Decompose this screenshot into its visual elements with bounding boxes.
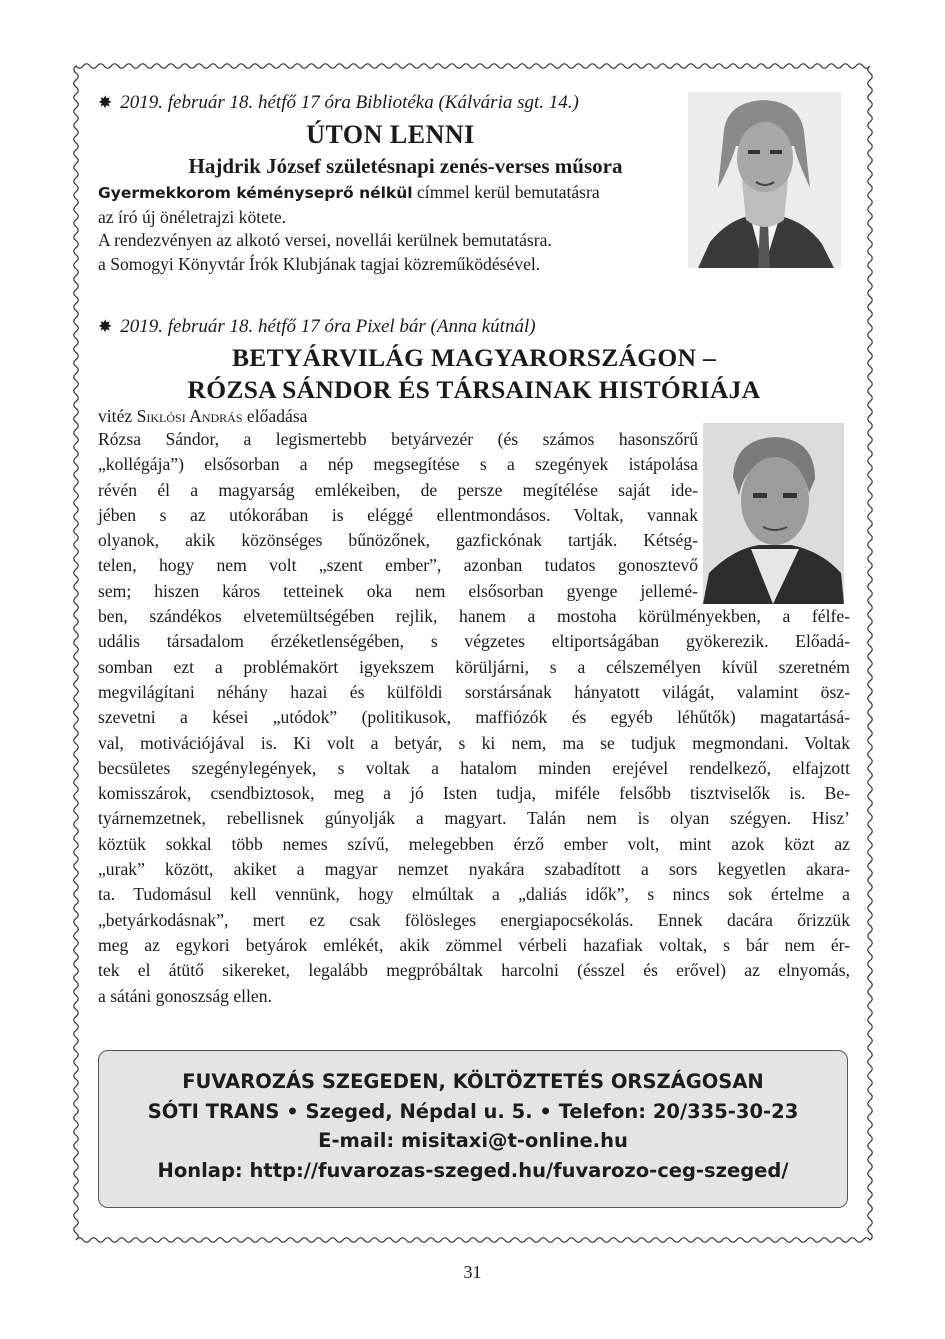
description-line: telen, hogy nem volt „szent ember”, azonban tudatos gonosztevő <box>98 555 698 576</box>
description-line: becsületes szegénylegények, s voltak a hatalom minden erejével rendelkező, elfajzott <box>98 757 850 778</box>
event-1-line-1 <box>98 181 683 206</box>
description-line: meg az egykori betyárok emlékét, akik zömmel vérbeli hazafiak voltak, s bár nem ér- <box>98 934 850 955</box>
event-2-title <box>98 342 850 406</box>
description-line: „urak” között, akiket a magyar nemzet nyakára szabadított a sors kegyetlen akara- <box>98 859 850 880</box>
ad-headline: FUVAROZÁS SZEGEDEN, KÖLTÖZTETÉS ORSZÁGOSAN <box>182 1070 764 1093</box>
page-number: 31 <box>463 1262 482 1282</box>
event-1-title: ÚTON LENNI <box>306 120 475 149</box>
event-1-line-3: A rendezvényen az alkotó versei, novellái kerülnek bemutatásra. <box>98 230 552 250</box>
description-line: ta. Tudomásul kell vennünk, hogy elmúltak a „daliás idők”, s nincs sok értelme a <box>98 884 850 905</box>
event-1-subtitle: Hajdrik József születésnapi zenés-verses műsora <box>188 154 623 178</box>
advertisement-box <box>98 1050 848 1208</box>
star-bullet-icon: ✸ <box>98 93 113 112</box>
event-1-line-1-rest: címmel kerül bemutatásra <box>412 182 600 202</box>
event-1-date-text: 2019. február 18. hétfő 17 óra Bibliotéka (Kálvária sgt. 14.) <box>120 92 579 113</box>
star-bullet-icon: ✸ <box>98 317 113 336</box>
description-line: megvilágítani néhány hazai és külföldi sorstársának hányatott világát, valamint ösz- <box>98 681 850 702</box>
portrait-photo-hajdrik <box>688 92 841 268</box>
portrait-photo-siklosi <box>703 423 844 604</box>
ad-website: Honlap: http://fuvarozas-szeged.hu/fuvarozo-ceg-szeged/ <box>157 1158 789 1182</box>
description-line: udális társadalom érzéketlenségében, s végzetes eltiportságában gyökerezik. Előadá- <box>98 631 850 652</box>
description-line: somban ezt a problémakört igyekszem körüljárni, s a célszemélyen kívül szeretném <box>98 656 850 677</box>
description-line: tek el átütő sikereket, legalább megpróbáltak harcolni (ésszel és erővel) az elnyomás, <box>98 960 850 981</box>
description-line: „betyárkodásnak”, mert ez csak fölösleges energiapocsékolás. Ennek dacára őrizzük <box>98 909 850 930</box>
event-1-date-line <box>98 92 683 114</box>
lecturer-prefix: vitéz <box>98 406 137 426</box>
lecturer-name: Siklósi András <box>136 406 243 426</box>
event-1 <box>98 92 683 276</box>
description-line: köztük sokkal több nemes szívű, melegebben érző ember volt, mint azok közt az <box>98 833 850 854</box>
event-1-line-2: az író új önéletrajzi kötete. <box>98 206 287 227</box>
lecturer-suffix: előadása <box>242 406 308 426</box>
description-line: „kollégája”) elsősorban a nép megsegítése s a szegények istápolása <box>98 454 698 475</box>
event-2-date-text: 2019. február 18. hétfő 17 óra Pixel bár (Anna kútnál) <box>120 316 536 337</box>
description-line: szevetni a kései „utódok” (politikusok, maffiózók és egyéb léhűtők) magatartásá- <box>98 707 850 728</box>
event-2-title-line-2: RÓZSA SÁNDOR ÉS TÁRSAINAK HISTÓRIÁJA <box>187 375 761 404</box>
event-2-date-line <box>98 316 850 338</box>
event-1-line-4: a Somogyi Könyvtár Írók Klubjának tagjai közreműködésével. <box>98 253 541 274</box>
description-line: révén él a magyarság emlékeiben, de persze megítélése saját ide- <box>98 479 698 500</box>
ad-email: E-mail: misitaxi@t-online.hu <box>318 1129 628 1152</box>
description-line: ben, szándékos elvetemültségében rejlik, hanem a mostoha körülményekben, a félfe- <box>98 606 850 627</box>
ad-company-address-phone: SÓTI TRANS • Szeged, Népdal u. 5. • Telefon: 20/335-30-23 <box>147 1099 799 1123</box>
description-line: tyárnemzetnek, rebellisnek gúnyolják a magyart. Talán nem is olyan szégyen. Hisz’ <box>98 808 850 829</box>
description-line: olyanok, akik közönséges bűnözőnek, gazfickónak tartják. Kétség- <box>98 530 698 551</box>
description-line: val, motivációjával is. Ki volt a betyár, s ki nem, ma se tudjuk megmondani. Voltak <box>98 732 850 753</box>
description-line: komisszárok, csendbiztosok, meg a jó Isten tudja, miféle felsőbb tisztviselők is. Be- <box>98 783 850 804</box>
description-line: a sátáni gonoszság ellen. <box>98 985 272 1006</box>
description-line: sem; hiszen káros tetteinek oka nem elsősorban gyenge jellemé- <box>98 580 698 601</box>
description-line: Rózsa Sándor, a legismertebb betyárvezér (és számos hasonszőrű <box>98 429 698 449</box>
description-line: jében s az utókorában is eléggé ellentmondásos. Voltak, vannak <box>98 504 698 525</box>
book-title: Gyermekkorom kéményseprő nélkül <box>98 184 413 202</box>
event-2 <box>98 316 850 1009</box>
event-2-title-line-1: BETYÁRVILÁG MAGYARORSZÁGON – <box>231 343 717 372</box>
